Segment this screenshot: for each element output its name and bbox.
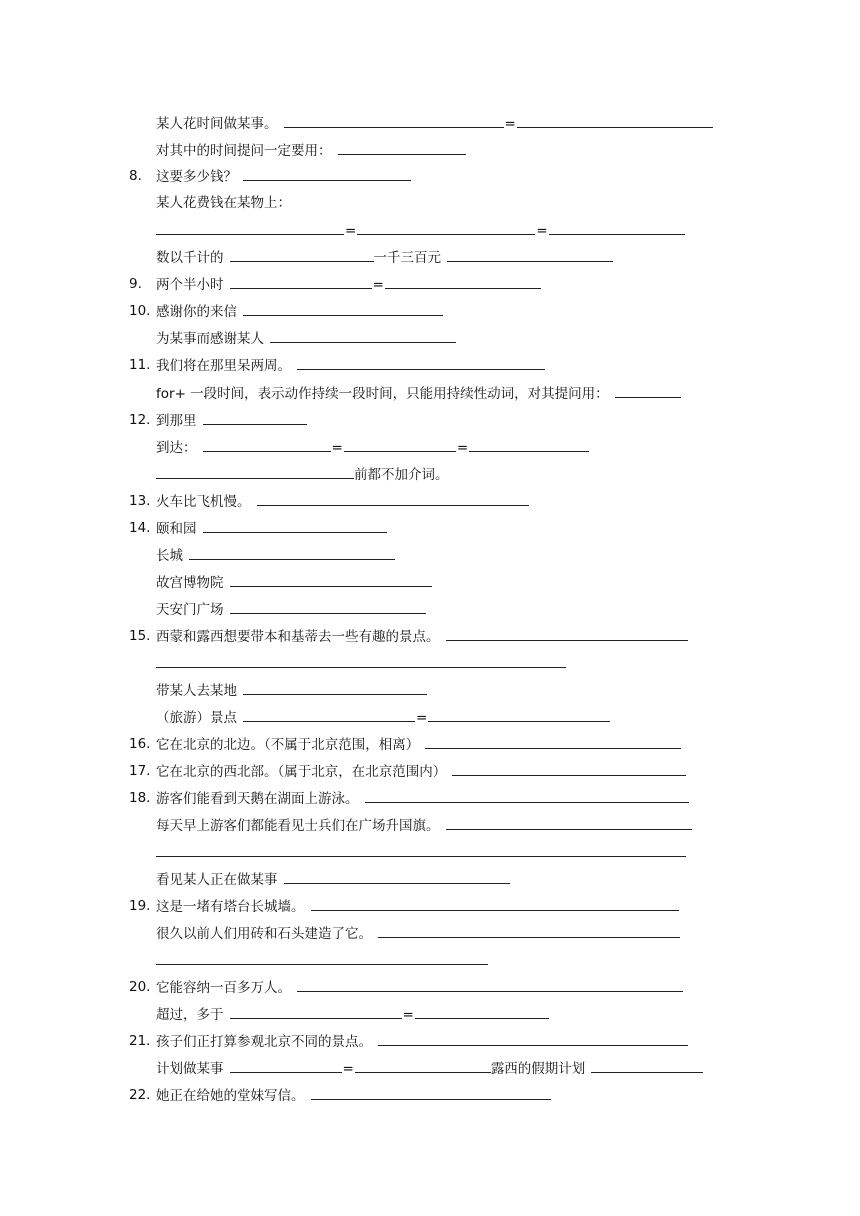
line-content [156, 518, 387, 539]
equals-sign: = [416, 710, 428, 726]
line-content [156, 869, 510, 890]
line-content [156, 653, 566, 668]
item-number: 8. [129, 168, 142, 184]
answer-blank[interactable] [156, 220, 344, 235]
answer-blank[interactable] [230, 247, 374, 262]
prompt-text: 带某人去某地 [156, 683, 237, 699]
equals-sign: = [456, 440, 469, 456]
prompt-text: 露西的假期计划 [490, 1061, 586, 1077]
answer-blank[interactable] [156, 653, 566, 668]
line-content [156, 815, 692, 836]
answer-blank[interactable] [591, 1058, 703, 1073]
answer-blank[interactable] [243, 707, 415, 722]
answer-blank[interactable] [243, 680, 427, 695]
prompt-text: 孩子们正打算参观北京不同的景点。 [156, 1034, 372, 1050]
equals-sign: = [372, 277, 384, 293]
item-number: 15. [129, 628, 151, 644]
answer-blank[interactable] [230, 274, 372, 289]
answer-blank[interactable] [284, 113, 504, 128]
answer-blank[interactable] [428, 707, 610, 722]
line-content [156, 166, 411, 187]
answer-blank[interactable] [311, 896, 679, 911]
line-content [156, 1085, 551, 1106]
answer-blank[interactable] [297, 977, 683, 992]
answer-blank[interactable] [452, 761, 686, 776]
answer-blank[interactable] [425, 734, 681, 749]
line-content [156, 113, 713, 134]
prompt-text: 长城 [156, 548, 183, 564]
line-content [156, 1004, 549, 1025]
item-number: 14. [129, 520, 151, 536]
item-number: 16. [129, 736, 151, 752]
answer-blank[interactable] [280, 464, 354, 479]
equals-sign: = [331, 440, 343, 456]
answer-blank[interactable] [270, 328, 456, 343]
answer-blank[interactable] [415, 1004, 549, 1019]
answer-blank[interactable] [156, 842, 686, 857]
prompt-text: 感谢你的来信 [156, 304, 237, 320]
item-number: 22. [129, 1087, 151, 1103]
answer-blank[interactable] [203, 437, 331, 452]
line-content [156, 923, 680, 944]
answer-blank[interactable] [203, 518, 387, 533]
prompt-text: 颐和园 [156, 521, 197, 537]
prompt-text: 游客们能看到天鹅在湖面上游泳。 [156, 791, 359, 807]
line-content [156, 680, 427, 701]
prompt-text: 前都不加介词。 [354, 467, 449, 483]
line-content [156, 842, 686, 857]
prompt-text: 到达： [156, 440, 197, 456]
equals-sign: = [402, 1007, 414, 1023]
answer-blank[interactable] [230, 1004, 402, 1019]
line-content [156, 301, 443, 322]
line-content [156, 140, 466, 161]
prompt-text: 某人花费钱在某物上： [156, 195, 291, 211]
answer-blank[interactable] [365, 788, 689, 803]
answer-blank[interactable] [385, 274, 541, 289]
line-content [156, 220, 685, 241]
answer-blank[interactable] [218, 464, 280, 479]
prompt-text: 这是一堵有塔台长城墙。 [156, 899, 305, 915]
answer-blank[interactable] [615, 383, 681, 398]
line-content [156, 788, 689, 809]
answer-blank[interactable] [378, 923, 680, 938]
line-content [156, 328, 456, 349]
item-number: 13. [129, 493, 151, 509]
line-content [156, 545, 395, 566]
prompt-text: 为某事而感谢某人 [156, 331, 264, 347]
item-number: 9. [129, 276, 142, 292]
item-number: 18. [129, 790, 151, 806]
line-content [156, 734, 681, 755]
item-number: 19. [129, 898, 151, 914]
line-content [156, 950, 488, 965]
answer-blank[interactable] [517, 113, 713, 128]
answer-blank[interactable] [447, 247, 613, 262]
equals-sign: = [342, 1061, 354, 1077]
prompt-text: 我们将在那里呆两周。 [156, 358, 291, 374]
answer-blank[interactable] [549, 220, 685, 235]
line-content [156, 355, 545, 376]
line-content [156, 1058, 703, 1079]
prompt-text: 数以千计的 [156, 250, 224, 266]
line-content [156, 977, 683, 998]
answer-blank[interactable] [344, 437, 456, 452]
answer-blank[interactable] [378, 1031, 688, 1046]
prompt-text: 很久以前人们用砖和石头建造了它。 [156, 926, 372, 942]
line-content [156, 707, 610, 728]
answer-blank[interactable] [189, 545, 395, 560]
equals-sign: = [536, 223, 548, 239]
answer-blank[interactable] [284, 869, 510, 884]
line-content [156, 572, 432, 593]
prompt-text: 某人花时间做某事。 [156, 116, 278, 132]
answer-blank[interactable] [230, 599, 426, 614]
line-content [156, 761, 686, 782]
answer-blank[interactable] [469, 437, 589, 452]
prompt-text: 超过，多于 [156, 1007, 224, 1023]
answer-blank[interactable] [357, 220, 535, 235]
answer-blank[interactable] [446, 815, 692, 830]
item-number: 20. [129, 979, 151, 995]
answer-blank[interactable] [156, 950, 488, 965]
answer-blank[interactable] [355, 1058, 491, 1073]
line-content [156, 626, 688, 647]
answer-blank[interactable] [297, 355, 545, 370]
prompt-text: （旅游）景点 [156, 710, 237, 726]
line-content [156, 1031, 688, 1052]
prompt-text: 看见某人正在做某事 [156, 872, 278, 888]
item-number: 10. [129, 303, 151, 319]
prompt-text: 两个半小时 [156, 277, 224, 293]
line-content [156, 437, 589, 458]
item-number: 17. [129, 763, 151, 779]
prompt-text: 这要多少钱？ [156, 169, 237, 185]
answer-blank[interactable] [446, 626, 688, 641]
answer-blank[interactable] [230, 572, 432, 587]
prompt-text: 一千三百元 [373, 250, 441, 266]
prompt-text: 天安门广场 [156, 602, 224, 618]
line-content [156, 491, 529, 512]
prompt-text: 对其中的时间提问一定要用： [156, 143, 332, 159]
prompt-text: 故宫博物院 [156, 575, 224, 591]
item-number: 21. [129, 1033, 151, 1049]
item-number: 11. [129, 357, 151, 373]
line-content [156, 896, 679, 917]
line-content [156, 193, 291, 213]
equals-sign: = [345, 223, 357, 239]
answer-blank[interactable] [243, 301, 443, 316]
answer-blank[interactable] [203, 410, 307, 425]
line-content [156, 464, 449, 485]
answer-blank[interactable] [311, 1085, 551, 1100]
answer-blank[interactable] [230, 1058, 342, 1073]
answer-blank[interactable] [257, 491, 529, 506]
prompt-text: 她正在给她的堂妹写信。 [156, 1088, 305, 1104]
line-content [156, 247, 613, 268]
equals-sign: = [504, 116, 516, 132]
prompt-text: 每天早上游客们都能看见士兵们在广场升国旗。 [156, 818, 440, 834]
line-content [156, 383, 681, 404]
line-content [156, 599, 426, 620]
line-content [156, 274, 541, 295]
prompt-text: 到那里 [156, 413, 197, 429]
line-content [156, 410, 307, 431]
prompt-text: 它在北京的北边。（不属于北京范围，相离） [156, 737, 420, 753]
answer-blank[interactable] [338, 140, 466, 155]
answer-blank[interactable] [156, 464, 218, 479]
prompt-text: 计划做某事 [156, 1061, 224, 1077]
prompt-text: 火车比飞机慢。 [156, 494, 251, 510]
prompt-text: 西蒙和露西想要带本和基蒂去一些有趣的景点。 [156, 629, 440, 645]
prompt-text: for+ 一段时间，表示动作持续一段时间，只能用持续性动词，对其提问用： [156, 386, 609, 402]
prompt-text: 它能容纳一百多万人。 [156, 980, 291, 996]
answer-blank[interactable] [243, 166, 411, 181]
prompt-text: 它在北京的西北部。（属于北京，在北京范围内） [156, 764, 447, 780]
item-number: 12. [129, 412, 151, 428]
